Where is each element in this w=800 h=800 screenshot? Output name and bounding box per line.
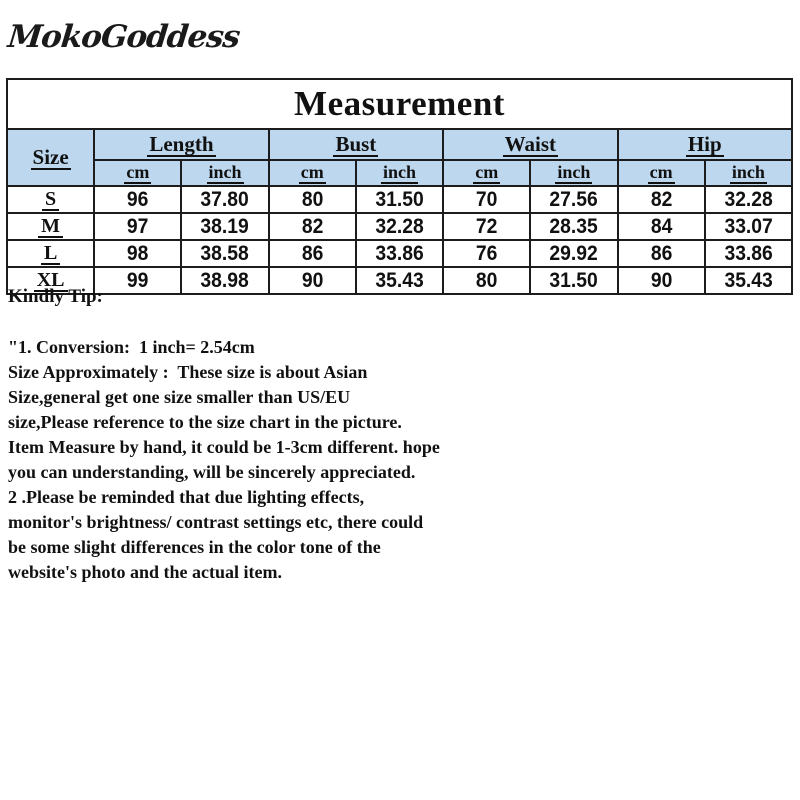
unit-header-bust-cm-label: cm bbox=[300, 162, 324, 183]
tip-line: you can understanding, will be sincerely appreciated. bbox=[8, 462, 416, 482]
unit-header-hip-cm bbox=[618, 160, 705, 186]
cell-hip-inch: 35.43 bbox=[708, 267, 788, 294]
cell-bust-inch: 32.28 bbox=[359, 213, 439, 240]
column-group-bust-label: Bust bbox=[335, 131, 377, 156]
unit-header-waist-inch-label: inch bbox=[557, 162, 591, 183]
cell-waist-inch: 29.92 bbox=[534, 240, 614, 267]
cell-waist-cm: 76 bbox=[447, 240, 527, 267]
column-group-length bbox=[94, 129, 268, 160]
tip-line: "1. Conversion: 1 inch= 2.54cm bbox=[8, 337, 255, 357]
table-title-row bbox=[7, 79, 792, 129]
cell-hip-cm: 86 bbox=[621, 240, 701, 267]
table-row bbox=[7, 240, 792, 267]
cell-hip-cm: 84 bbox=[621, 213, 701, 240]
cell-length-inch: 38.58 bbox=[185, 240, 265, 267]
unit-header-hip-inch bbox=[705, 160, 792, 186]
tip-line: size,Please reference to the size chart in the picture. bbox=[8, 412, 402, 432]
cell-waist-inch: 27.56 bbox=[534, 186, 614, 213]
tip-line: Size,general get one size smaller than US/EU bbox=[8, 387, 351, 407]
cell-bust-cm: 80 bbox=[272, 186, 352, 213]
cell-length-cm: 97 bbox=[98, 213, 178, 240]
unit-header-hip-cm-label: cm bbox=[649, 162, 673, 183]
column-group-waist bbox=[443, 129, 617, 160]
column-header-size-label: Size bbox=[32, 144, 69, 169]
tip-line: 2 .Please be reminded that due lighting effects, bbox=[8, 487, 365, 507]
unit-header-waist-cm bbox=[443, 160, 530, 186]
tip-line: Item Measure by hand, it could be 1-3cm different. hope bbox=[8, 437, 440, 457]
cell-bust-inch: 35.43 bbox=[359, 267, 439, 294]
table-group-header-row bbox=[7, 129, 792, 160]
cell-bust-cm: 90 bbox=[272, 267, 352, 294]
unit-header-bust-cm bbox=[269, 160, 356, 186]
row-size-label bbox=[7, 240, 94, 267]
unit-header-length-cm-label: cm bbox=[126, 162, 150, 183]
kindly-tip-section bbox=[8, 285, 608, 585]
cell-length-cm: 96 bbox=[98, 186, 178, 213]
tip-line: monitor's brightness/ contrast settings etc, there could bbox=[8, 512, 424, 532]
measurement-size-table bbox=[6, 78, 793, 295]
unit-header-length-cm bbox=[94, 160, 181, 186]
unit-header-hip-inch-label: inch bbox=[731, 162, 765, 183]
column-group-hip-label: Hip bbox=[687, 131, 722, 156]
cell-waist-cm: 70 bbox=[447, 186, 527, 213]
unit-header-bust-inch bbox=[356, 160, 443, 186]
cell-hip-inch: 33.86 bbox=[708, 240, 788, 267]
row-size-label bbox=[7, 213, 94, 240]
cell-hip-inch: 33.07 bbox=[708, 213, 788, 240]
cell-bust-inch: 31.50 bbox=[359, 186, 439, 213]
cell-length-inch: 38.98 bbox=[185, 267, 265, 294]
tip-line: be some slight differences in the color tone of the bbox=[8, 537, 381, 557]
cell-waist-inch: 31.50 bbox=[534, 267, 614, 294]
cell-bust-inch: 33.86 bbox=[359, 240, 439, 267]
cell-waist-cm: 80 bbox=[447, 267, 527, 294]
table-row bbox=[7, 213, 792, 240]
brand-logo-text: MokoGoddess bbox=[6, 19, 242, 55]
row-size-label-text: XL bbox=[34, 270, 68, 292]
column-group-length-label: Length bbox=[149, 131, 214, 156]
table-title: Measurement bbox=[7, 79, 792, 129]
cell-waist-inch: 28.35 bbox=[534, 213, 614, 240]
row-size-label-text: S bbox=[42, 189, 59, 211]
column-group-bust bbox=[269, 129, 443, 160]
cell-hip-cm: 82 bbox=[621, 186, 701, 213]
cell-bust-cm: 86 bbox=[272, 240, 352, 267]
cell-bust-cm: 82 bbox=[272, 213, 352, 240]
kindly-tip-heading: Kindly Tip: bbox=[8, 286, 103, 307]
cell-hip-cm: 90 bbox=[621, 267, 701, 294]
column-header-size bbox=[7, 129, 94, 186]
row-size-label-text: L bbox=[41, 243, 60, 265]
cell-length-inch: 37.80 bbox=[185, 186, 265, 213]
unit-header-waist-cm-label: cm bbox=[475, 162, 499, 183]
unit-header-length-inch-label: inch bbox=[208, 162, 242, 183]
tip-line: website's photo and the actual item. bbox=[8, 562, 282, 582]
unit-header-bust-inch-label: inch bbox=[382, 162, 416, 183]
cell-length-inch: 38.19 bbox=[185, 213, 265, 240]
cell-length-cm: 98 bbox=[98, 240, 178, 267]
row-size-label bbox=[7, 186, 94, 213]
cell-waist-cm: 72 bbox=[447, 213, 527, 240]
table-unit-header-row bbox=[7, 160, 792, 186]
unit-header-waist-inch bbox=[530, 160, 617, 186]
table-row bbox=[7, 186, 792, 213]
tip-line: Size Approximately : These size is about Asian bbox=[8, 362, 368, 382]
unit-header-length-inch bbox=[181, 160, 268, 186]
column-group-hip bbox=[618, 129, 792, 160]
column-group-waist-label: Waist bbox=[504, 131, 556, 156]
row-size-label-text: M bbox=[38, 216, 63, 238]
cell-hip-inch: 32.28 bbox=[708, 186, 788, 213]
brand-logo bbox=[8, 14, 308, 60]
cell-length-cm: 99 bbox=[98, 267, 178, 294]
